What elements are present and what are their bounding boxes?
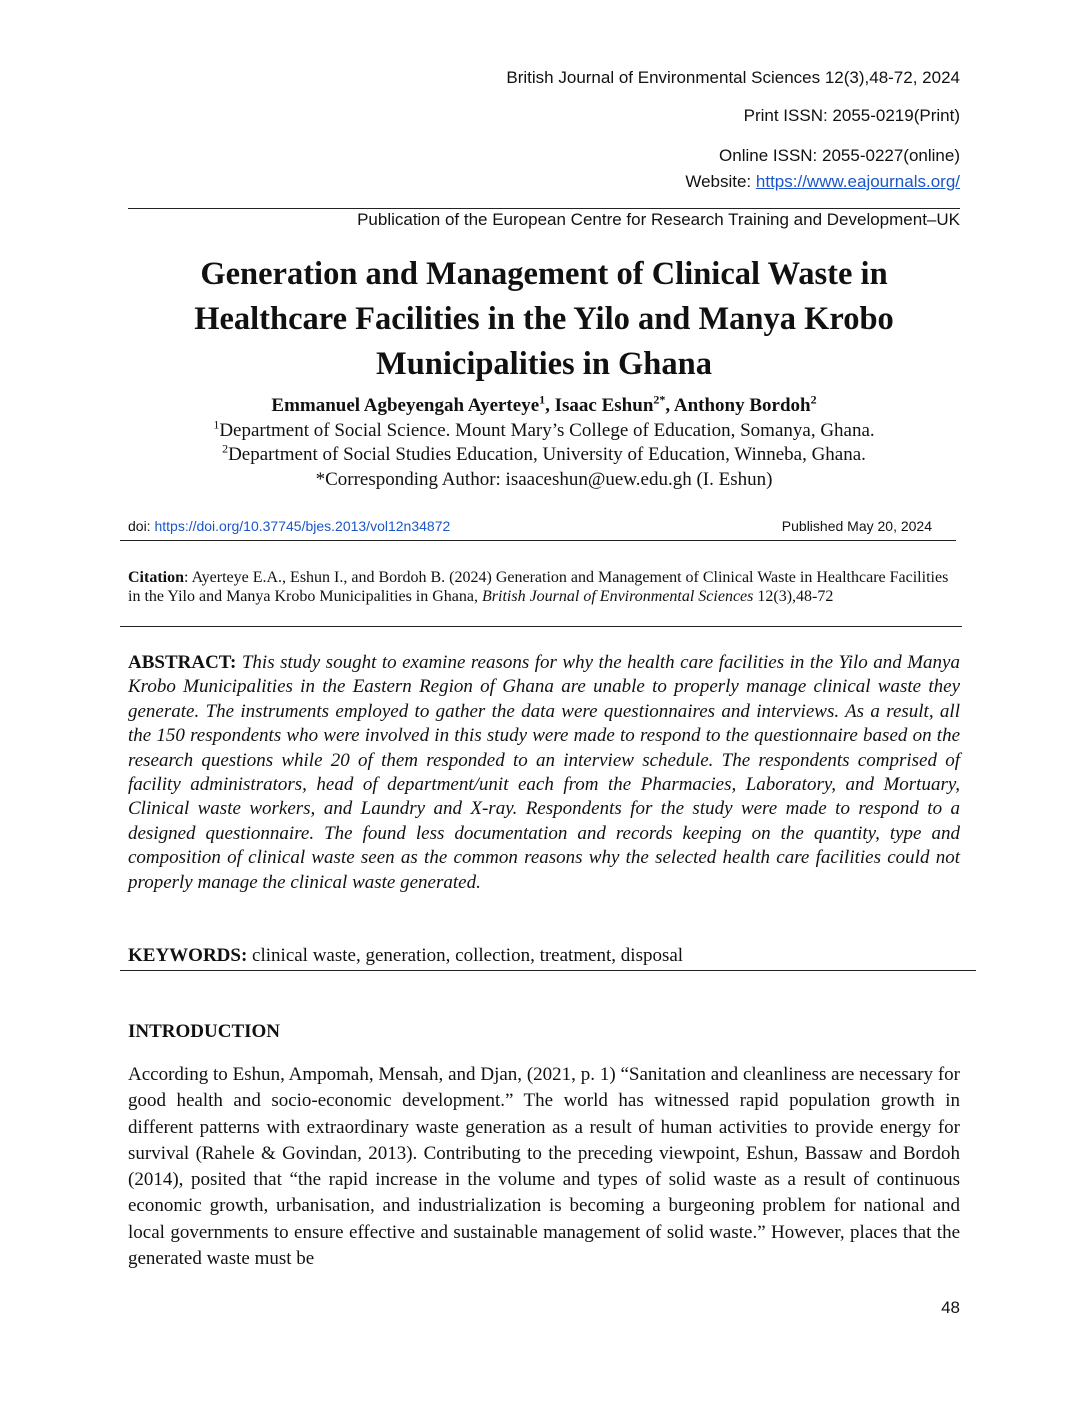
print-issn: Print ISSN: 2055-0219(Print) <box>743 106 960 125</box>
author-list <box>128 392 960 417</box>
citation-label: Citation <box>128 569 184 586</box>
page-number: 48 <box>941 1298 960 1317</box>
article-title <box>128 252 960 387</box>
title-line: Generation and Management of Clinical Waste in <box>200 256 888 292</box>
keywords-text: clinical waste, generation, collection, treatment, disposal <box>247 945 684 966</box>
website-line <box>685 171 960 193</box>
citation-end: 12(3),48-72 <box>753 588 834 605</box>
keywords-rule <box>120 970 976 971</box>
online-issn: Online ISSN: 2055-0227(online) <box>719 146 960 165</box>
citation-block <box>128 568 960 606</box>
journal-citation-header: British Journal of Environmental Sciences 12(3),48-72, 2024 <box>506 68 960 87</box>
doi-label: doi: <box>128 518 155 534</box>
author-superscript: 2* <box>653 392 666 407</box>
publisher-line: Publication of the European Centre for Research Training and Development–UK <box>357 210 960 229</box>
doi-rule <box>120 540 956 541</box>
author-superscript: 2 <box>810 392 817 407</box>
affiliation-superscript: 2 <box>222 441 229 456</box>
corresponding-author: *Corresponding Author: isaaceshun@uew.edu.gh (I. Eshun) <box>315 469 773 490</box>
published-date: Published May 20, 2024 <box>781 518 932 534</box>
keywords <box>128 945 960 967</box>
author-separator: , <box>545 395 555 416</box>
citation-rule <box>120 626 962 627</box>
abstract-label: ABSTRACT: <box>128 652 237 673</box>
title-line: Municipalities in Ghana <box>376 346 712 382</box>
author-superscript: 1 <box>539 392 546 407</box>
author-name: Isaac Eshun <box>554 395 654 416</box>
author-name: Emmanuel Agbeyengah Ayerteye <box>271 395 540 416</box>
website-label: Website: <box>685 172 756 191</box>
affiliation-1 <box>128 417 960 442</box>
affiliation-2 <box>128 441 960 466</box>
affiliation-superscript: 1 <box>213 417 220 432</box>
author-name: Anthony Bordoh <box>673 395 811 416</box>
section-heading: INTRODUCTION <box>128 1021 281 1042</box>
citation-journal: British Journal of Environmental Sciences <box>482 588 754 605</box>
doi-line <box>128 518 450 534</box>
website-link[interactable]: https://www.eajournals.org/ <box>755 172 960 191</box>
abstract-text: This study sought to examine reasons for why the health care facilities in the Yilo and Manya Krobo Municipalities in the Eastern Region of Ghana are unable to properly manage clinical waste they generate. The instruments employed to gather the data were questionnaires and interviews. As a result, all the 150 respondents who were involved in this study were made to respond to the questionnaire based on the research questions while 20 of them responded to an interview schedule. The respondents comprised of facility administrators, head of department/unit each from the Pharmacies, Laboratory, and Mortuary, Clinical waste workers, and Laundry and X-ray. Respondents for the study were made to respond to a designed questionnaire. The found less documentation and records keeping on the quantity, type and composition of clinical waste seen as the common reasons why the selected health care facilities could not properly manage the clinical waste generated. <box>128 652 960 893</box>
citation-text: : Ayerteye E.A., Eshun I., and Bordoh B. (2024) Generation and Management of Clinical Waste in Healthcare Facilities in the Yilo and Manya Krobo Municipalities in Ghana, <box>128 569 949 605</box>
affiliation-text: Department of Social Science. Mount Mary’s College of Education, Somanya, Ghana. <box>219 420 875 441</box>
title-line: Healthcare Facilities in the Yilo and Manya Krobo <box>194 301 894 337</box>
abstract <box>128 651 960 895</box>
affiliation-text: Department of Social Studies Education, University of Education, Winneba, Ghana. <box>228 444 866 465</box>
author-separator: , <box>665 395 674 416</box>
body-paragraph: According to Eshun, Ampomah, Mensah, and Djan, (2021, p. 1) “Sanitation and cleanliness are necessary for good health and socio-economic development.” The world has witnessed rapid population growth in different patterns with extraordinary waste generation as a result of human activities to provide energy for survival (Rahele & Govindan, 2013). Contributing to the preceding viewpoint, Eshun, Bassaw and Bordoh (2014), posited that “the rapid increase in the volume and types of solid waste as a result of continuous economic growth, urbanisation, and industrialization is becoming a burgeoning problem for national and local governments to ensure effective and sustainable management of solid waste.” However, places that the generated waste must be <box>128 1064 960 1270</box>
doi-link[interactable]: https://doi.org/10.37745/bjes.2013/vol12n34872 <box>154 518 451 534</box>
keywords-label: KEYWORDS: <box>128 945 248 966</box>
